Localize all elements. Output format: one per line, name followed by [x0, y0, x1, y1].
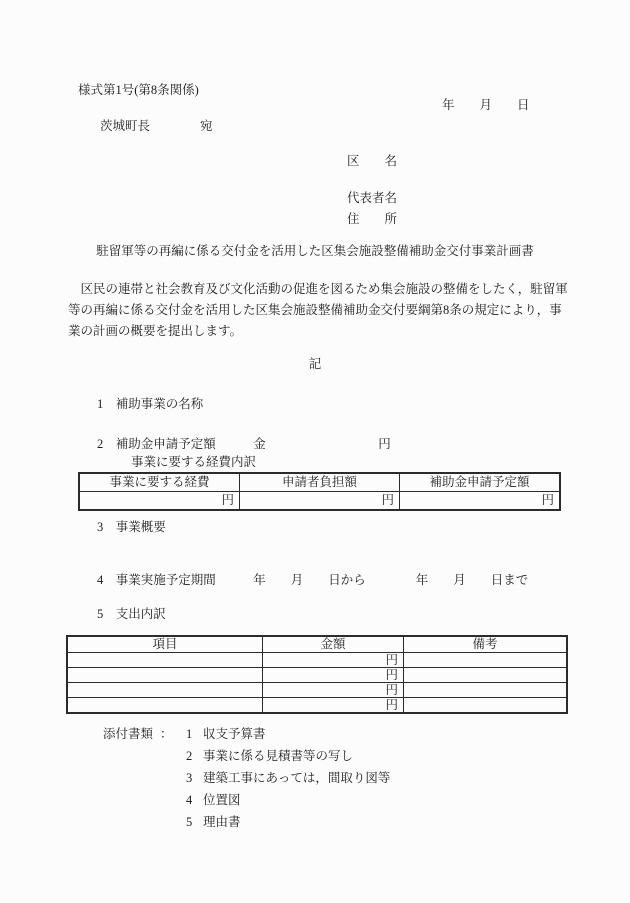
expenditure-table-header-cell: 項目	[67, 636, 263, 653]
expenditure-amount-cell: 円	[263, 668, 404, 683]
attachment-item	[186, 728, 390, 750]
attachment-item-text: 位置図	[203, 793, 241, 807]
attachment-item	[186, 750, 390, 772]
ki-marker: 記	[308, 357, 322, 371]
body-paragraph-line: 区民の連帯と社会教育及び文化活動の促進を図るため集会施設の整備をしたく，駐留軍	[68, 282, 568, 296]
expenditure-item-cell	[67, 668, 263, 683]
expenditure-amount-cell: 円	[263, 653, 404, 668]
section-4-heading: 4 事業実施予定期間 年 月 日から 年 月 日まで	[97, 573, 529, 587]
expense-table-yen-cell: 円	[400, 492, 561, 511]
expenditure-amount-cell: 円	[263, 683, 404, 698]
expense-table-yen-cell: 円	[240, 492, 400, 511]
expenditure-item-cell	[67, 653, 263, 668]
expenditure-note-cell	[404, 653, 568, 668]
expenditure-amount-cell: 円	[263, 698, 404, 714]
expense-table-header-cell: 補助金申請予定額	[400, 473, 561, 492]
table-row	[67, 683, 567, 698]
body-paragraph-line: 業の計画の概要を提出します。	[68, 324, 243, 338]
expense-table-header-cell: 申請者負担額	[240, 473, 400, 492]
date-line: 年 月 日	[442, 98, 530, 112]
expenditure-table	[66, 635, 568, 714]
section-1-heading: 1 補助事業の名称	[97, 397, 204, 411]
form-number-label: 様式第1号(第8条関係)	[78, 83, 199, 97]
expenditure-item-cell	[67, 683, 263, 698]
attachment-item-text: 理由書	[203, 815, 241, 829]
expenditure-note-cell	[404, 698, 568, 714]
expenditure-table-header-cell: 備考	[404, 636, 568, 653]
attachments-list	[186, 728, 390, 838]
attachment-item-text: 事業に係る見積書等の写し	[203, 749, 354, 763]
district-name-label: 区 名	[347, 154, 398, 168]
attachment-item-number: 4	[186, 793, 193, 807]
expenditure-item-cell	[67, 698, 263, 714]
expenditure-table-header-cell: 金額	[263, 636, 404, 653]
section-3-heading: 3 事業概要	[97, 520, 166, 534]
expense-table-yen-cell: 円	[79, 492, 240, 511]
expense-table-header-cell: 事業に要する経費	[79, 473, 240, 492]
representative-name-label: 代表者名	[347, 191, 398, 205]
body-paragraph-line: 等の再編に係る交付金を活用した区集会施設整備補助金交付要綱第8条の規定により，事	[68, 303, 562, 317]
attachment-item-text: 収支予算書	[203, 727, 266, 741]
document-title: 駐留軍等の再編に係る交付金を活用した区集会施設整備補助金交付事業計画書	[96, 244, 534, 258]
attachments-label: 添付書類	[103, 727, 154, 741]
attachment-item	[186, 772, 390, 794]
attachment-item-text: 建築工事にあっては，間取り図等	[203, 771, 391, 785]
attachment-item-number: 3	[186, 771, 193, 785]
addressee-line: 茨城町長 宛	[100, 119, 213, 133]
section-2-subheading: 事業に要する経費内訳	[131, 455, 257, 469]
attachment-item	[186, 794, 390, 816]
attachment-item-number: 1	[186, 727, 193, 741]
table-row	[67, 698, 567, 714]
address-label: 住 所	[347, 212, 398, 226]
section-5-heading: 5 支出内訳	[97, 607, 166, 621]
section-2-heading: 2 補助金申請予定額 金 円	[97, 437, 391, 451]
attachment-item-number: 5	[186, 815, 193, 829]
attachment-item	[186, 816, 390, 838]
attachments-colon: ：	[160, 727, 173, 741]
table-row	[67, 668, 567, 683]
expenditure-note-cell	[404, 668, 568, 683]
attachment-item-number: 2	[186, 749, 193, 763]
expense-breakdown-table	[78, 472, 561, 511]
expenditure-note-cell	[404, 683, 568, 698]
table-row	[67, 653, 567, 668]
